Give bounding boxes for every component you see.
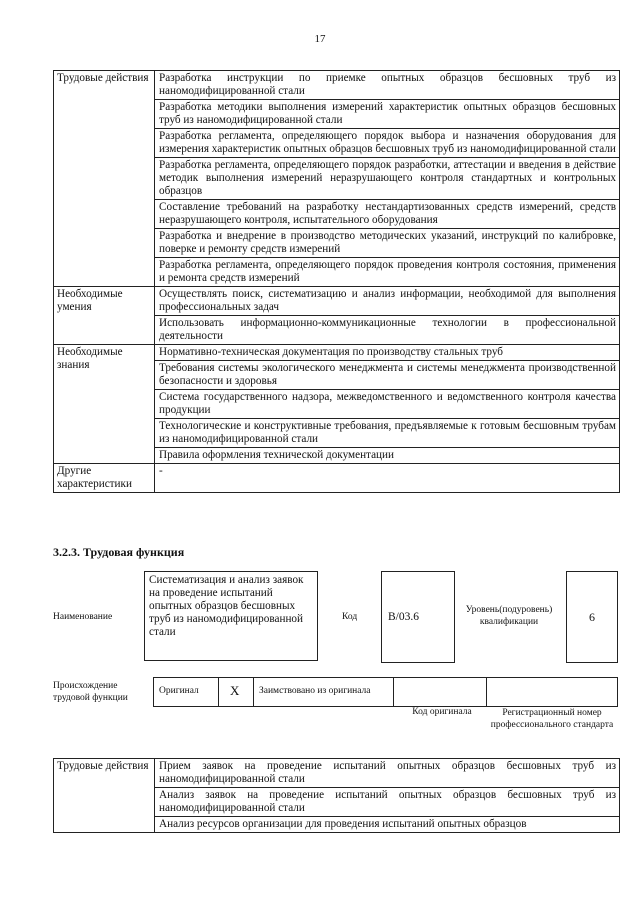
origin-divider (393, 677, 394, 706)
origin-row (153, 677, 618, 707)
original-mark: X (230, 683, 240, 698)
table-cell: Технологические и конструктивные требования, предъявляемые к готовым бесшовным трубам из наномодифицированной стали (155, 419, 620, 448)
table-cell: Разработка инструкции по приемке опытных образцов бесшовных труб из наномодифицированной стали (155, 71, 620, 100)
level-value: 6 (589, 610, 595, 624)
table-cell: Разработка регламента, определяющего порядок проведения контроля состояния, применения и ремонта средств измерений (155, 258, 620, 287)
code-original-label: Код оригинала (412, 707, 472, 717)
row-group-label: Необходимые знания (54, 345, 155, 464)
table-cell: - (155, 464, 620, 493)
row-group-label: Необходимые умения (54, 287, 155, 345)
origin-divider (486, 677, 487, 706)
table-cell: Нормативно-техническая документация по производству стальных труб (155, 345, 620, 361)
table-cell: Разработка регламента, определяющего порядок выбора и назначения оборудования для измерения характеристик опытных образцов бесшовных труб из наномодифицированной стали (155, 129, 620, 158)
table-cell: Осуществлять поиск, систематизацию и анализ информации, необходимой для выполнения профессиональных задач (155, 287, 620, 316)
table-cell: Анализ ресурсов организации для проведения испытаний опытных образцов (155, 817, 620, 833)
table-cell: Использовать информационно-коммуникационные технологии в профессиональной деятельности (155, 316, 620, 345)
table-row (54, 759, 620, 788)
code-box (381, 571, 455, 663)
table-cell: Система государственного надзора, межведомственного и ведомственного контроля качества продукции (155, 390, 620, 419)
table-cell: Анализ заявок на проведение испытаний опытных образцов бесшовных труб из наномодифицированной стали (155, 788, 620, 817)
name-label: Наименование (53, 612, 113, 622)
table-cell: Разработка регламента, определяющего порядок разработки, аттестации и введения в действие методик выполнения измерений неразрушающего контроля стандартных и контрольных образцов (155, 158, 620, 200)
table-cell: Правила оформления технической документации (155, 448, 620, 464)
row-group-label: Другие характеристики (54, 464, 155, 493)
bottom-requirements-table (53, 758, 620, 833)
row-group-label: Трудовые действия (54, 759, 155, 833)
section-title: 3.2.3. Трудовая функция (53, 545, 185, 559)
table-row (54, 464, 620, 493)
table-cell: Разработка и внедрение в производство методических указаний, инструкций по калибровке, поверке и ремонту средств измерений (155, 229, 620, 258)
level-label: Уровень(подуровень) квалификации (465, 605, 553, 627)
code-value: B/03.6 (388, 611, 419, 623)
origin-label: Происхождение трудовой функции (53, 681, 128, 703)
table-row (54, 345, 620, 361)
function-name-box: Систематизация и анализ заявок на проведение испытаний опытных образцов бесшовных труб из наномодифицированной стали (144, 571, 318, 661)
row-group-label: Трудовые действия (54, 71, 155, 287)
origin-divider (218, 677, 219, 706)
table-row (54, 287, 620, 316)
borrowed-label: Заимствовано из оригинала (259, 686, 371, 696)
table-cell: Разработка методики выполнения измерений характеристик опытных образцов бесшовных труб из наномодифицированной стали (155, 100, 620, 129)
origin-divider (253, 677, 254, 706)
table-row (54, 71, 620, 100)
original-label: Оригинал (159, 686, 199, 696)
table-cell: Прием заявок на проведение испытаний опытных образцов бесшовных труб из наномодифицированной стали (155, 759, 620, 788)
page-number: 17 (314, 33, 326, 45)
code-label: Код (342, 612, 358, 622)
reg-number-label: Регистрационный номер профессионального стандарта (490, 708, 614, 730)
table-cell: Требования системы экологического менеджмента и системы менеджмента производственной безопасности и здоровья (155, 361, 620, 390)
top-requirements-table (53, 70, 620, 493)
level-box (566, 571, 618, 663)
table-cell: Составление требований на разработку нестандартизованных средств измерений, средств неразрушающего контроля, испытательного оборудования (155, 200, 620, 229)
